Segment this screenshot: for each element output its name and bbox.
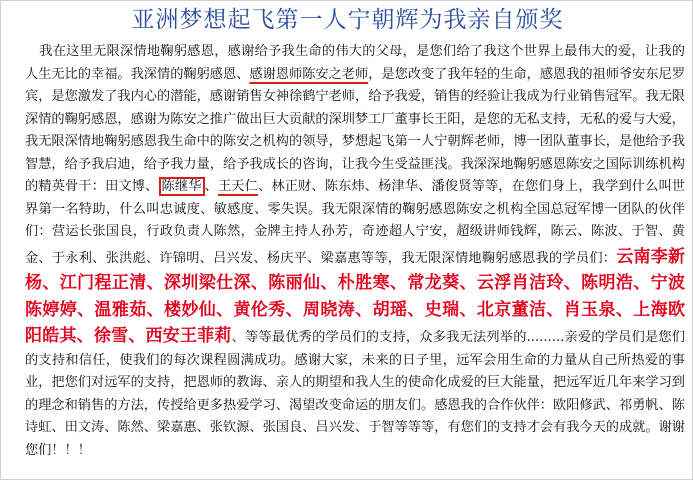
- boxed-name: 陈继华: [159, 177, 205, 196]
- body-text-part-1: 我在这里无限深情地鞠躬感恩，感谢给予我生命的伟大的父母，是您们给了我这个世界上最伟大的爱，让我的人生无比的幸福。我深情的鞠躬感恩、: [25, 44, 685, 82]
- student-names-highlight: 云南李新杨、江门程正清、深圳梁仕深、陈丽仙、朴胜寒、常龙葵、云浮肖洁玲、陈明浩、宁波陈婷婷、温雅茹、楼妙仙、黄伦秀、周晓涛、胡瑶、史瑞、北京董洁、肖玉泉、上海欧阳皓其、徐雪、西安王菲莉: [25, 246, 685, 346]
- mentor-underlined: 感谢恩师陈安之老师: [249, 66, 369, 82]
- name-separator: 、: [204, 179, 218, 194]
- body-text-part-3: 、林正财、陈东炜、杨津华、潘俊贤等等，在您们身上，我学到什么叫世界第一名特助，什么叫忠诚度、敏感度、零失误。我无限深情的鞠躬感恩陈安之机构全国总冠军博一团队的伙伴们：营运长张国良，行政负责人陈然，金牌主持人孙芳，奇迹超人宁安，超级讲师钱辉，陈云、陈波、于智、黄金、于永利、张洪彪、许锦明、吕兴发、杨庆平、梁嘉惠等等，我无限深情地鞠躬感恩我的学员们：: [25, 179, 686, 266]
- underlined-name: 王天仁: [217, 179, 258, 194]
- body-text-part-4: 、等等最优秀的学员们的支持，众多我无法列举的.........亲爱的学员们是您们的支持和信任，使我们的每次课程圆满成功。感谢大家，未来的日子里，远军会用生命的力量从自己所热爱的事业，把您们对远军的支持，把恩师的教诲、亲人的期望和我人生的使命化成爱的巨大能量，把远军近几年来学习到的理念和销售的方法，传授给更多热爱学习、渴望改变命运的朋友们。感恩我的合作伙伴：欧阳修武、祁勇帆、陈诗虹、田文涛、陈然、梁嘉惠、张钦源、张国良、吕兴发、于智等等等，有您们的支持才会有我今天的成就。谢谢您们！！！: [25, 330, 685, 458]
- article-body: [25, 41, 685, 462]
- body-text-part-2: ，是您改变了我年轻的生命，感恩我的祖师爷安东尼罗宾，是您激发了我内心的潜能，感谢销售女神徐鹤宁老师，给予我爱，销售的经验让我成为行业销售冠军。我无限深情的鞠躬感恩，感谢为陈安之推广做出巨大贡献的深圳梦工厂董事长王阳，是您的无私支持，无私的爱与大爱，我无限深情地鞠躬感恩我生命中的陈安之机构的领导，梦想起飞第一人宁朝辉老师，博一团队董事长，是他给予我智慧，给予我启迪，给予我力量，给予我成长的咨询，让我今生受益匪浅。我深深地鞠躬感恩陈安之国际训练机构的精英骨干：田文博、: [25, 66, 686, 194]
- page-title: 亚洲梦想起飞第一人宁朝辉为我亲自颁奖: [131, 7, 564, 33]
